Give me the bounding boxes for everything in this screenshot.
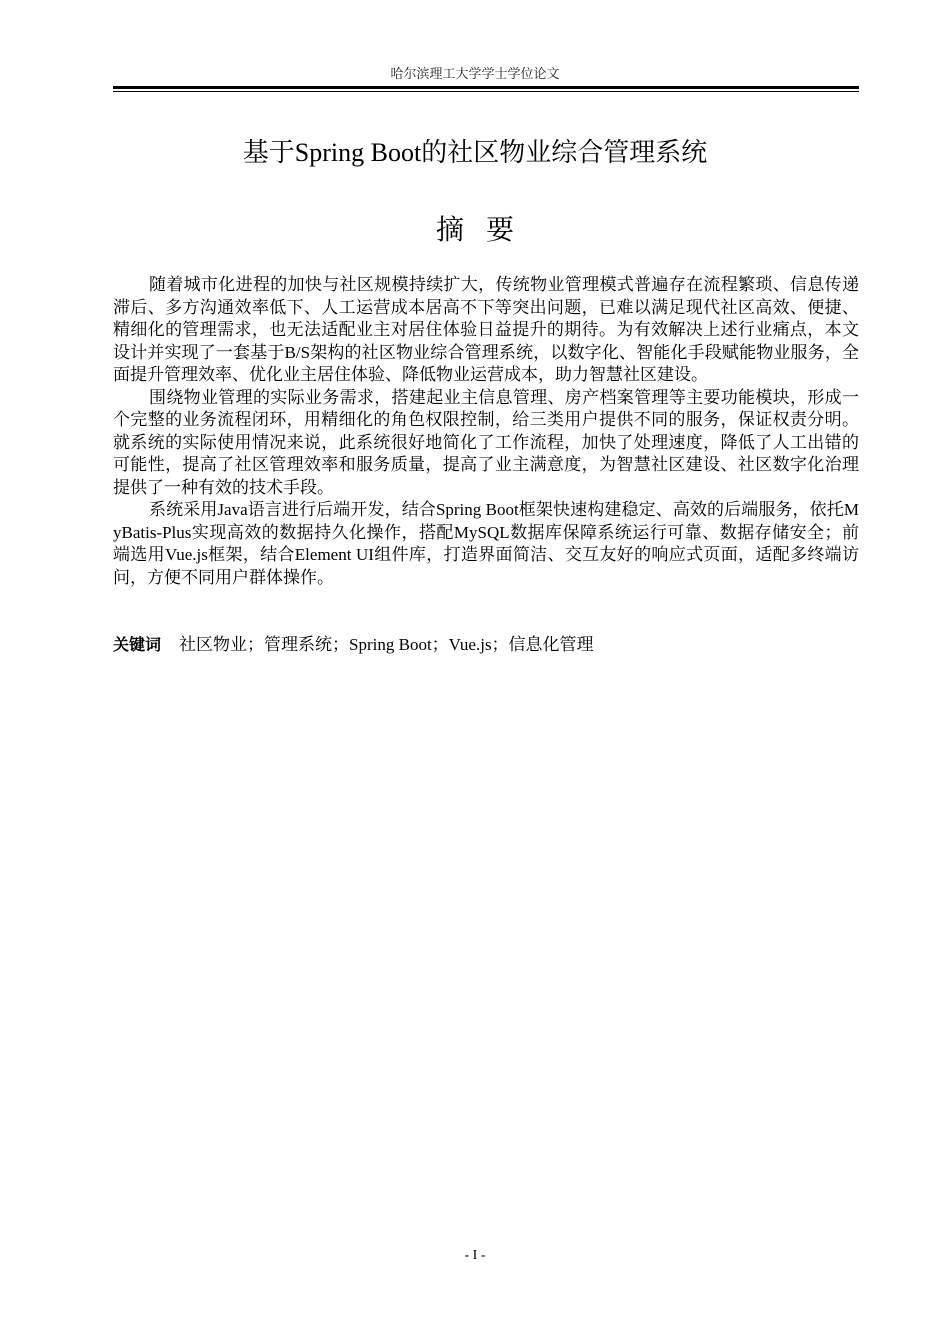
abstract-heading: 摘要 bbox=[435, 213, 536, 246]
abstract-paragraph-1: 随着城市化进程的加快与社区规模持续扩大，传统物业管理模式普遍存在流程繁琐、信息传递滞后、多方沟通效率低下、人工运营成本居高不下等突出问题，已难以满足现代社区高效、便捷、精细化的管理需求，也无法适配业主对居住体验日益提升的期待。为有效解决上述行业痛点，本文设计并实现了一套基于B/S架构的社区物业综合管理系统，以数字化、智能化手段赋能物业服务，全面提升管理效率、优化业主居住体验、降低物业运营成本，助力智慧社区建设。 bbox=[113, 275, 859, 384]
abstract-paragraph-2: 围绕物业管理的实际业务需求，搭建起业主信息管理、房产档案管理等主要功能模块，形成一个完整的业务流程闭环，用精细化的角色权限控制，给三类用户提供不同的服务，保证权责分明。就系统的实际使用情况来说，此系统很好地简化了工作流程，加快了处理速度，降低了人工出错的可能性，提高了社区管理效率和服务质量，提高了业主满意度，为智慧社区建设、社区数字化治理提供了一种有效的技术手段。 bbox=[113, 387, 859, 497]
header-rule-thick bbox=[113, 86, 859, 89]
abstract-paragraph-3: 系统采用Java语言进行后端开发，结合Spring Boot框架快速构建稳定、高效的后端服务，依托MyBatis-Plus实现高效的数据持久化操作，搭配MySQL数据库保障系统运行可靠、数据存储安全；前端选用Vue.js框架，结合Element UI组件库，打造界面简洁、交互友好的响应式页面，适配多终端访问，方便不同用户群体操作。 bbox=[113, 500, 859, 587]
keywords-text: 社区物业；管理系统；Spring Boot；Vue.js；信息化管理 bbox=[179, 635, 594, 654]
header-rule-thin bbox=[113, 91, 859, 92]
keywords-label: 关键词 bbox=[113, 635, 162, 654]
paper-title-prefix: 基于 bbox=[242, 138, 295, 168]
paper-title bbox=[0, 136, 950, 170]
page-number: - I - bbox=[464, 1248, 486, 1263]
paper-title-latin: Spring Boot bbox=[294, 138, 422, 167]
abstract-body bbox=[113, 274, 859, 589]
running-header: 哈尔滨理工大学学士学位论文 bbox=[390, 66, 560, 81]
paper-title-suffix: 的社区物业综合管理系统 bbox=[421, 138, 708, 168]
keywords-line bbox=[113, 633, 859, 657]
